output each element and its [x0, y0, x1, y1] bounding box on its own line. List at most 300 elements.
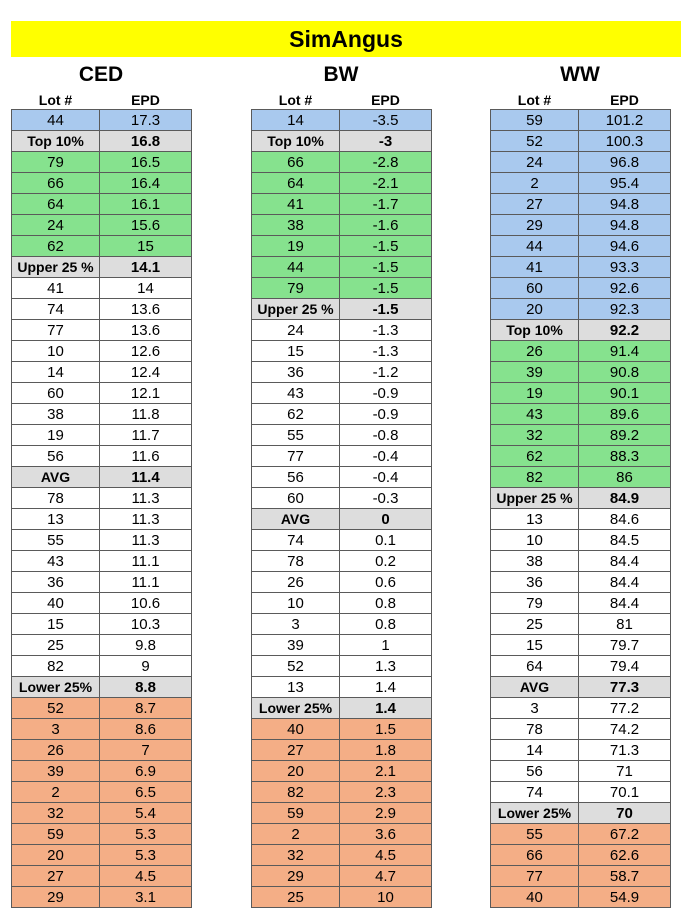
epd-cell: 1.8: [340, 740, 432, 761]
table-row: [252, 152, 432, 173]
lot-cell: 82: [491, 467, 579, 488]
ced-header-row: [12, 90, 192, 110]
table-row: [491, 236, 671, 257]
epd-cell: 0.1: [340, 530, 432, 551]
epd-cell: 7: [100, 740, 192, 761]
bw-header-row: [252, 90, 432, 110]
table-row: [252, 530, 432, 551]
epd-cell: 11.6: [100, 446, 192, 467]
epd-cell: 12.4: [100, 362, 192, 383]
epd-cell: 89.2: [579, 425, 671, 446]
epd-cell: 0.8: [340, 593, 432, 614]
lot-cell: 44: [12, 110, 100, 131]
lot-cell: 77: [252, 446, 340, 467]
table-row: [252, 194, 432, 215]
threshold-row: [12, 257, 192, 278]
lot-cell: 60: [252, 488, 340, 509]
epd-cell: 11.3: [100, 509, 192, 530]
table-row: [12, 782, 192, 803]
table-row: [12, 803, 192, 824]
threshold-row: [491, 677, 671, 698]
lot-cell: 41: [12, 278, 100, 299]
epd-cell: 0.2: [340, 551, 432, 572]
lot-cell: 10: [491, 530, 579, 551]
table-row: [491, 551, 671, 572]
table-row: [12, 614, 192, 635]
epd-cell: 90.8: [579, 362, 671, 383]
threshold-value: 11.4: [100, 467, 192, 488]
lot-cell: 26: [12, 740, 100, 761]
lot-cell: 55: [12, 530, 100, 551]
table-row: [491, 866, 671, 887]
epd-cell: 88.3: [579, 446, 671, 467]
threshold-row: [12, 467, 192, 488]
ced-table: [11, 90, 192, 908]
lot-cell: 13: [252, 677, 340, 698]
epd-cell: 11.3: [100, 530, 192, 551]
table-row: [252, 824, 432, 845]
epd-cell: 10: [340, 887, 432, 908]
table-row: [491, 530, 671, 551]
table-row: [252, 173, 432, 194]
threshold-row: [252, 299, 432, 320]
lot-cell: 3: [252, 614, 340, 635]
table-row: [252, 572, 432, 593]
lot-cell: 24: [252, 320, 340, 341]
epd-cell: 93.3: [579, 257, 671, 278]
table-row: [12, 740, 192, 761]
table-row: [491, 635, 671, 656]
lot-cell: 15: [491, 635, 579, 656]
table-row: [12, 719, 192, 740]
epd-cell: 13.6: [100, 299, 192, 320]
epd-cell: 4.5: [100, 866, 192, 887]
epd-cell: 92.3: [579, 299, 671, 320]
epd-cell: 11.1: [100, 551, 192, 572]
table-row: [252, 782, 432, 803]
threshold-value: 1.4: [340, 698, 432, 719]
lot-cell: 29: [252, 866, 340, 887]
lot-cell: 78: [12, 488, 100, 509]
table-row: [491, 110, 671, 131]
epd-cell: 15: [100, 236, 192, 257]
threshold-value: 8.8: [100, 677, 192, 698]
table-row: [12, 341, 192, 362]
table-row: [491, 593, 671, 614]
table-row: [12, 656, 192, 677]
lot-cell: 13: [491, 509, 579, 530]
lot-cell: 59: [12, 824, 100, 845]
table-row: [491, 656, 671, 677]
lot-cell: 38: [12, 404, 100, 425]
epd-cell: 94.6: [579, 236, 671, 257]
threshold-value: 77.3: [579, 677, 671, 698]
threshold-row: [491, 320, 671, 341]
table-row: [491, 887, 671, 908]
epd-cell: 14: [100, 278, 192, 299]
lot-cell: 24: [491, 152, 579, 173]
table-row: [252, 803, 432, 824]
table-row: [252, 719, 432, 740]
table-row: [12, 215, 192, 236]
lot-cell: 82: [252, 782, 340, 803]
epd-cell: -1.3: [340, 320, 432, 341]
epd-cell: 10.6: [100, 593, 192, 614]
epd-cell: 84.4: [579, 593, 671, 614]
epd-cell: 86: [579, 467, 671, 488]
epd-cell: 92.6: [579, 278, 671, 299]
epd-cell: 8.6: [100, 719, 192, 740]
epd-cell: 11.3: [100, 488, 192, 509]
epd-cell: 79.7: [579, 635, 671, 656]
table-row: [491, 362, 671, 383]
table-row: [491, 299, 671, 320]
epd-cell: -2.8: [340, 152, 432, 173]
table-row: [491, 173, 671, 194]
lot-cell: 60: [491, 278, 579, 299]
table-row: [252, 215, 432, 236]
lot-cell: 56: [491, 761, 579, 782]
threshold-row: [12, 677, 192, 698]
ww-title: WW: [560, 63, 600, 86]
lot-cell: 26: [252, 572, 340, 593]
epd-cell: 91.4: [579, 341, 671, 362]
epd-cell: 94.8: [579, 215, 671, 236]
table-row: [252, 425, 432, 446]
table-row: [491, 509, 671, 530]
table-row: [252, 866, 432, 887]
table-row: [491, 614, 671, 635]
table-row: [252, 467, 432, 488]
threshold-value: 14.1: [100, 257, 192, 278]
lot-cell: 15: [252, 341, 340, 362]
epd-cell: 3.1: [100, 887, 192, 908]
bw-table: [251, 90, 432, 908]
threshold-label: Lower 25%: [252, 698, 340, 719]
epd-cell: -1.3: [340, 341, 432, 362]
epd-cell: 90.1: [579, 383, 671, 404]
table-row: [252, 656, 432, 677]
lot-header: Lot #: [278, 91, 313, 108]
lot-cell: 29: [491, 215, 579, 236]
table-row: [491, 761, 671, 782]
epd-cell: -1.5: [340, 278, 432, 299]
lot-cell: 10: [12, 341, 100, 362]
lot-cell: 36: [491, 572, 579, 593]
lot-cell: 36: [252, 362, 340, 383]
table-row: [491, 215, 671, 236]
lot-cell: 62: [12, 236, 100, 257]
lot-cell: 44: [252, 257, 340, 278]
table-row: [491, 341, 671, 362]
threshold-label: Upper 25 %: [252, 299, 340, 320]
table-row: [252, 362, 432, 383]
lot-cell: 59: [491, 110, 579, 131]
epd-cell: 54.9: [579, 887, 671, 908]
ww-table: [490, 90, 671, 908]
epd-cell: 5.3: [100, 824, 192, 845]
epd-header: EPD: [371, 91, 400, 108]
table-row: [491, 824, 671, 845]
table-row: [252, 614, 432, 635]
epd-cell: 100.3: [579, 131, 671, 152]
table-row: [252, 761, 432, 782]
epd-cell: -0.4: [340, 446, 432, 467]
threshold-label: AVG: [12, 467, 100, 488]
table-row: [252, 488, 432, 509]
threshold-value: 16.8: [100, 131, 192, 152]
epd-cell: 15.6: [100, 215, 192, 236]
lot-cell: 27: [12, 866, 100, 887]
lot-cell: 39: [252, 635, 340, 656]
epd-cell: 1.5: [340, 719, 432, 740]
lot-cell: 79: [491, 593, 579, 614]
epd-cell: 1: [340, 635, 432, 656]
lot-cell: 32: [491, 425, 579, 446]
table-row: [12, 824, 192, 845]
lot-cell: 41: [491, 257, 579, 278]
epd-cell: -1.6: [340, 215, 432, 236]
lot-cell: 2: [252, 824, 340, 845]
table-row: [491, 446, 671, 467]
table-row: [252, 236, 432, 257]
epd-cell: 1.4: [340, 677, 432, 698]
lot-cell: 55: [491, 824, 579, 845]
table-row: [12, 887, 192, 908]
table-row: [12, 635, 192, 656]
lot-cell: 43: [252, 383, 340, 404]
epd-cell: 4.7: [340, 866, 432, 887]
lot-cell: 15: [12, 614, 100, 635]
lot-cell: 38: [252, 215, 340, 236]
epd-cell: 58.7: [579, 866, 671, 887]
epd-cell: 89.6: [579, 404, 671, 425]
ww-header-row: [491, 90, 671, 110]
table-row: [491, 194, 671, 215]
lot-cell: 66: [12, 173, 100, 194]
table-row: [252, 383, 432, 404]
table-row: [252, 446, 432, 467]
lot-cell: 13: [12, 509, 100, 530]
lot-cell: 3: [491, 698, 579, 719]
threshold-label: Top 10%: [252, 131, 340, 152]
epd-cell: -1.2: [340, 362, 432, 383]
epd-cell: -1.7: [340, 194, 432, 215]
epd-cell: 84.4: [579, 551, 671, 572]
threshold-label: Lower 25%: [12, 677, 100, 698]
epd-cell: 16.5: [100, 152, 192, 173]
lot-cell: 78: [491, 719, 579, 740]
table-row: [252, 278, 432, 299]
lot-cell: 29: [12, 887, 100, 908]
lot-cell: 41: [252, 194, 340, 215]
lot-cell: 77: [12, 320, 100, 341]
lot-cell: 62: [491, 446, 579, 467]
epd-cell: 84.5: [579, 530, 671, 551]
table-row: [12, 488, 192, 509]
lot-cell: 43: [12, 551, 100, 572]
table-row: [12, 425, 192, 446]
epd-cell: 77.2: [579, 698, 671, 719]
epd-cell: 5.3: [100, 845, 192, 866]
epd-cell: 96.8: [579, 152, 671, 173]
epd-cell: 8.7: [100, 698, 192, 719]
lot-cell: 14: [491, 740, 579, 761]
lot-cell: 52: [252, 656, 340, 677]
table-row: [491, 467, 671, 488]
epd-cell: 12.6: [100, 341, 192, 362]
epd-cell: 101.2: [579, 110, 671, 131]
epd-cell: 70.1: [579, 782, 671, 803]
lot-cell: 43: [491, 404, 579, 425]
lot-header: Lot #: [517, 91, 552, 108]
epd-cell: 95.4: [579, 173, 671, 194]
epd-cell: 67.2: [579, 824, 671, 845]
epd-cell: -0.4: [340, 467, 432, 488]
table-row: [12, 173, 192, 194]
threshold-row: [252, 131, 432, 152]
epd-cell: 2.3: [340, 782, 432, 803]
table-row: [12, 698, 192, 719]
epd-cell: 11.8: [100, 404, 192, 425]
lot-cell: 66: [491, 845, 579, 866]
ced-column: [11, 60, 191, 908]
lot-cell: 78: [252, 551, 340, 572]
lot-cell: 44: [491, 236, 579, 257]
epd-cell: 71: [579, 761, 671, 782]
table-row: [12, 194, 192, 215]
lot-cell: 25: [252, 887, 340, 908]
lot-cell: 79: [252, 278, 340, 299]
lot-cell: 74: [491, 782, 579, 803]
table-row: [12, 572, 192, 593]
lot-cell: 40: [12, 593, 100, 614]
epd-cell: 62.6: [579, 845, 671, 866]
epd-cell: 0.6: [340, 572, 432, 593]
lot-cell: 14: [252, 110, 340, 131]
threshold-label: Upper 25 %: [491, 488, 579, 509]
lot-cell: 32: [12, 803, 100, 824]
epd-cell: 10.3: [100, 614, 192, 635]
epd-cell: -2.1: [340, 173, 432, 194]
threshold-label: Lower 25%: [491, 803, 579, 824]
table-row: [12, 845, 192, 866]
threshold-value: 70: [579, 803, 671, 824]
table-row: [12, 509, 192, 530]
table-row: [252, 593, 432, 614]
table-row: [12, 551, 192, 572]
epd-cell: 94.8: [579, 194, 671, 215]
epd-cell: 9: [100, 656, 192, 677]
table-row: [12, 236, 192, 257]
table-row: [12, 593, 192, 614]
table-row: [491, 425, 671, 446]
table-row: [12, 320, 192, 341]
lot-cell: 40: [491, 887, 579, 908]
threshold-row: [252, 698, 432, 719]
table-row: [12, 866, 192, 887]
epd-cell: 74.2: [579, 719, 671, 740]
lot-cell: 66: [252, 152, 340, 173]
threshold-value: -1.5: [340, 299, 432, 320]
epd-cell: 11.1: [100, 572, 192, 593]
lot-cell: 74: [12, 299, 100, 320]
bw-column: [251, 60, 431, 908]
lot-cell: 64: [12, 194, 100, 215]
epd-cell: 16.1: [100, 194, 192, 215]
table-row: [252, 404, 432, 425]
table-row: [252, 740, 432, 761]
table-row: [252, 110, 432, 131]
table-row: [12, 152, 192, 173]
lot-header: Lot #: [38, 91, 73, 108]
epd-cell: 3.6: [340, 824, 432, 845]
table-row: [252, 551, 432, 572]
table-row: [252, 257, 432, 278]
lot-cell: 20: [491, 299, 579, 320]
table-row: [491, 719, 671, 740]
threshold-row: [252, 509, 432, 530]
lot-cell: 24: [12, 215, 100, 236]
epd-cell: 6.5: [100, 782, 192, 803]
lot-cell: 27: [491, 194, 579, 215]
table-row: [491, 278, 671, 299]
table-row: [12, 530, 192, 551]
epd-cell: 81: [579, 614, 671, 635]
epd-header: EPD: [610, 91, 639, 108]
epd-cell: 16.4: [100, 173, 192, 194]
lot-cell: 52: [12, 698, 100, 719]
table-row: [491, 572, 671, 593]
threshold-value: 84.9: [579, 488, 671, 509]
epd-cell: 2.9: [340, 803, 432, 824]
epd-cell: 79.4: [579, 656, 671, 677]
lot-cell: 3: [12, 719, 100, 740]
table-row: [491, 383, 671, 404]
lot-cell: 59: [252, 803, 340, 824]
lot-cell: 56: [252, 467, 340, 488]
lot-cell: 40: [252, 719, 340, 740]
table-row: [12, 278, 192, 299]
lot-cell: 14: [12, 362, 100, 383]
ced-title: CED: [78, 63, 124, 86]
lot-cell: 56: [12, 446, 100, 467]
threshold-label: Top 10%: [491, 320, 579, 341]
lot-cell: 26: [491, 341, 579, 362]
lot-cell: 77: [491, 866, 579, 887]
epd-cell: 2.1: [340, 761, 432, 782]
lot-cell: 25: [12, 635, 100, 656]
threshold-label: Upper 25 %: [12, 257, 100, 278]
epd-cell: -1.5: [340, 236, 432, 257]
table-row: [12, 299, 192, 320]
epd-cell: 84.4: [579, 572, 671, 593]
lot-cell: 64: [491, 656, 579, 677]
epd-cell: 1.3: [340, 656, 432, 677]
threshold-value: 92.2: [579, 320, 671, 341]
lot-cell: 10: [252, 593, 340, 614]
lot-cell: 64: [252, 173, 340, 194]
epd-cell: 0.8: [340, 614, 432, 635]
lot-cell: 2: [491, 173, 579, 194]
threshold-value: 0: [340, 509, 432, 530]
lot-cell: 19: [491, 383, 579, 404]
epd-cell: -0.9: [340, 404, 432, 425]
table-row: [252, 320, 432, 341]
epd-cell: 84.6: [579, 509, 671, 530]
table-row: [12, 110, 192, 131]
threshold-row: [12, 131, 192, 152]
